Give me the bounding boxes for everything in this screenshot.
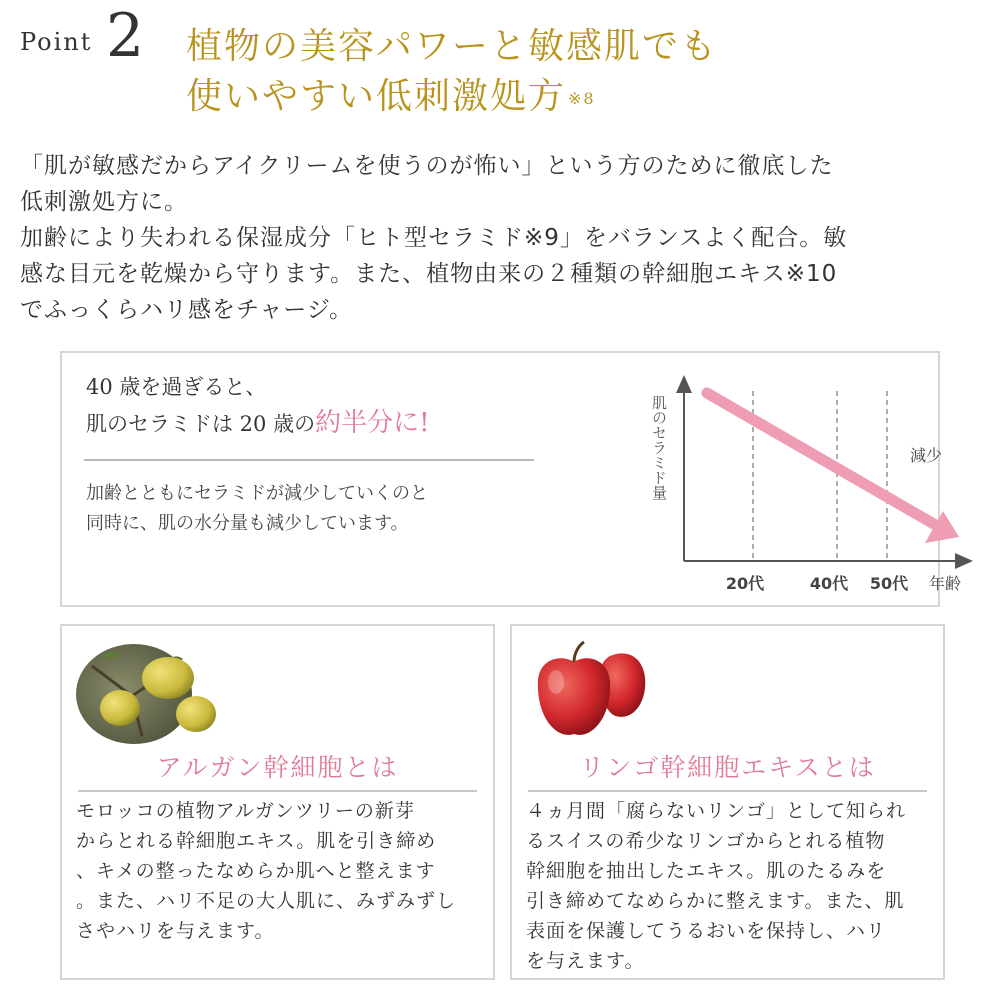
argan-card-title: アルガン幹細胞とは xyxy=(156,753,399,782)
apple-image xyxy=(522,636,652,746)
chart-x-tick-20s: 20代 xyxy=(725,574,765,593)
apple-card-title: リンゴ幹細胞エキスとは xyxy=(579,753,876,782)
ceramide-decline-chart xyxy=(567,361,962,599)
ceramide-description-line: 同時に、肌の水分量も減少しています。 xyxy=(86,513,409,534)
card-text-line: 引き締めてなめらかに整えます。また、肌 xyxy=(526,890,905,912)
divider xyxy=(78,790,477,792)
apple-card xyxy=(510,624,945,980)
chart-trend-line xyxy=(707,393,939,527)
intro-line: 加齢により失われる保湿成分「ヒト型セラミド※9」をバランスよく配合。敏 xyxy=(20,225,848,251)
intro-line: 感な目元を乾燥から守ります。また、植物由来の２種類の幹細胞エキス※10 xyxy=(20,261,838,287)
chart-x-axis-label: 年齢 xyxy=(928,574,962,593)
headline-line-1: 植物の美容パワーと敏感肌でも xyxy=(186,26,719,67)
headline-line-2-text: 使いやすい低刺激処方 xyxy=(186,76,567,117)
card-text-line: を与えます。 xyxy=(526,950,645,972)
argan-fruit-image xyxy=(72,636,222,746)
ceramide-highlight: 約半分に! xyxy=(315,408,430,438)
intro-line: 「肌が敏感だからアイクリームを使うのが怖い」という方のために徹底した xyxy=(20,153,834,179)
headline xyxy=(186,22,718,122)
ceramide-description xyxy=(86,479,428,539)
ceramide-description-line: 加齢とともにセラミドが減少していくのと xyxy=(86,483,428,504)
point-number: 2 xyxy=(106,1,145,71)
headline-footnote: ※8 xyxy=(568,89,596,108)
argan-card-text xyxy=(76,796,456,946)
argan-card xyxy=(60,624,495,980)
headline-line-2 xyxy=(186,72,718,122)
card-text-line: 幹細胞を抽出したエキス。肌のたるみを xyxy=(526,860,887,882)
card-text-line: さやハリを与えます。 xyxy=(76,920,275,942)
ceramide-headline-line-1: 40 歳を過ぎると、 xyxy=(86,375,267,399)
card-text-line: るスイスの希少なリンゴからとれる植物 xyxy=(526,830,886,852)
chart-annotation-decrease: 減少 xyxy=(910,446,943,465)
chart-y-axis-label: 肌のセラミド量 xyxy=(650,395,668,500)
ceramide-headline-text: 肌のセラミドは 20 歳の xyxy=(86,412,316,436)
card-text-line: モロッコの植物アルガンツリーの新芽 xyxy=(76,800,415,822)
intro-line: でふっくらハリ感をチャージ。 xyxy=(20,297,354,323)
divider xyxy=(528,790,927,792)
intro-line: 低刺激処方に。 xyxy=(20,189,188,215)
point-label: Point xyxy=(20,28,93,56)
intro-paragraph xyxy=(20,148,980,328)
apple-card-text xyxy=(526,796,906,976)
card-text-line: ４ヵ月間「腐らないリンゴ」として知られ xyxy=(526,800,907,822)
ceramide-info-box xyxy=(60,351,962,607)
chart-x-tick-50s: 50代 xyxy=(869,574,909,593)
card-text-line: 。また、ハリ不足の大人肌に、みずみずし xyxy=(76,890,457,912)
ceramide-headline-line-2 xyxy=(86,405,430,442)
chart-x-tick-40s: 40代 xyxy=(809,574,849,593)
card-text-line: 、キメの整ったなめらか肌へと整えます xyxy=(76,860,436,882)
divider xyxy=(84,459,534,461)
ceramide-headline xyxy=(86,369,430,442)
card-text-line: からとれる幹細胞エキス。肌を引き締め xyxy=(76,830,437,852)
card-text-line: 表面を保護してうるおいを保持し、ハリ xyxy=(526,920,887,942)
